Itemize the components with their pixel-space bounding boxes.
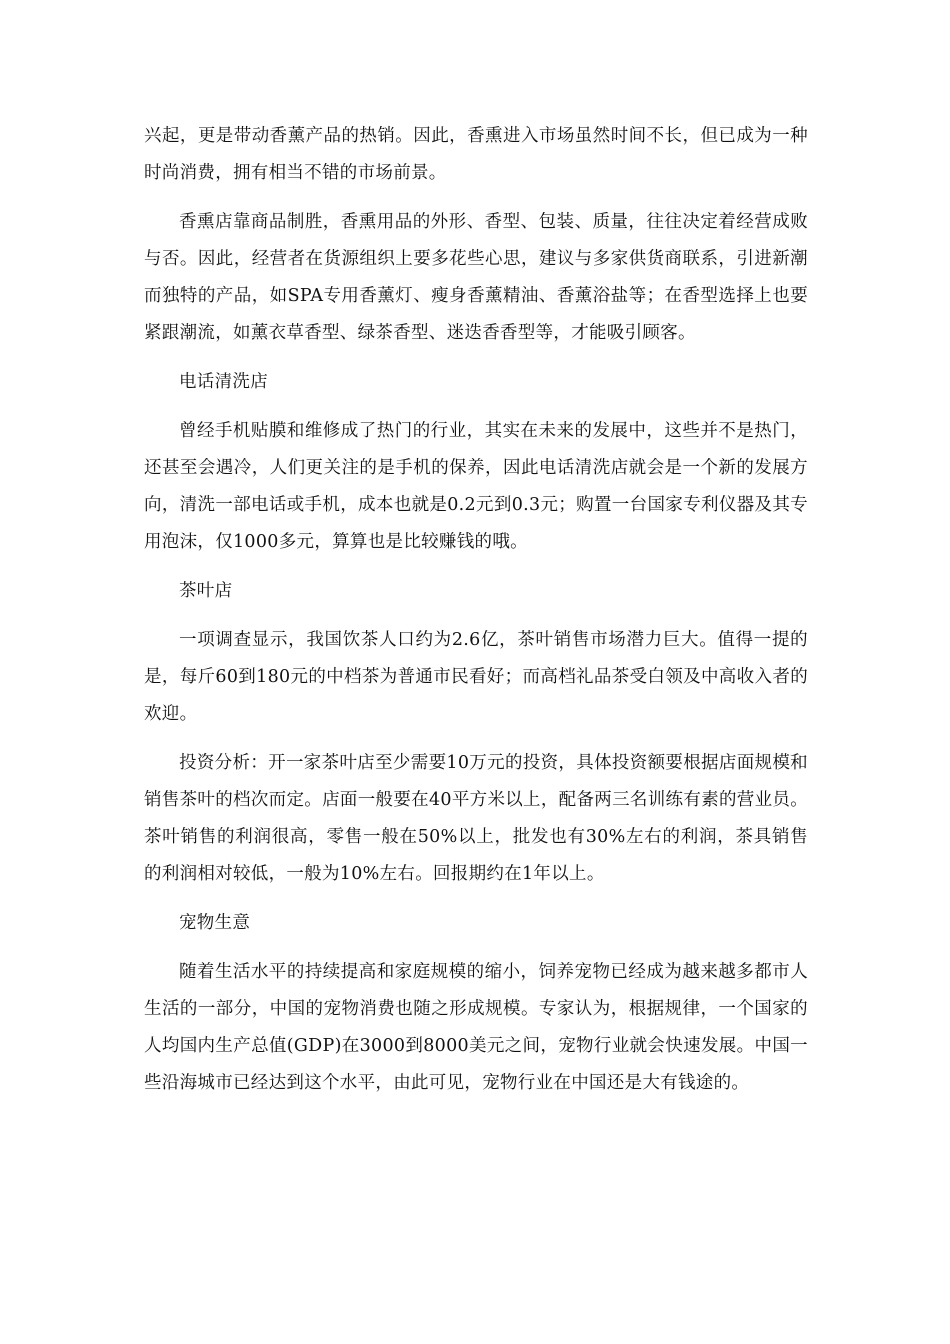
section-heading: 茶叶店: [179, 581, 233, 601]
body-paragraph: 投资分析：开一家茶叶店至少需要10万元的投资，具体投资额要根据店面规模和销售茶叶的档次而定。店面一般要在40平方米以上，配备两三名训练有素的营业员。茶叶销售的利润很高，零售一般在50%以上，批发也有30%左右的利润，茶具销售的利润相对较低，一般为10%左右。回报期约在1年以上。: [144, 753, 808, 884]
paragraph-gap: [144, 893, 808, 905]
body-paragraph: 一项调查显示，我国饮茶人口约为2.6亿，茶叶销售市场潜力巨大。值得一提的是，每斤60到180元的中档茶为普通市民看好；而高档礼品茶受白领及中高收入者的欢迎。: [144, 630, 808, 724]
paragraph-gap: [144, 352, 808, 364]
paragraph-gap: [144, 561, 808, 573]
paragraph-gap: [144, 733, 808, 745]
paragraph-gap: [144, 192, 808, 204]
paragraph-gap: [144, 942, 808, 954]
body-paragraph: 随着生活水平的持续提高和家庭规模的缩小，饲养宠物已经成为越来越多都市人生活的一部分，中国的宠物消费也随之形成规模。专家认为，根据规律，一个国家的人均国内生产总值(GDP)在3000到8000美元之间，宠物行业就会快速发展。中国一些沿海城市已经达到这个水平，由此可见，宠物行业在中国还是大有钱途的。: [144, 962, 808, 1093]
section-heading: 电话清洗店: [179, 372, 268, 392]
section-heading: 宠物生意: [179, 913, 251, 933]
body-paragraph: 香熏店靠商品制胜，香熏用品的外形、香型、包装、质量，往往决定着经营成败与否。因此，经营者在货源组织上要多花些心思，建议与多家供货商联系，引进新潮而独特的产品，如SPA专用香薰灯、瘦身香薰精油、香薰浴盐等；在香型选择上也要紧跟潮流，如薰衣草香型、绿茶香型、迷迭香香型等，才能吸引顾客。: [144, 212, 808, 343]
body-paragraph: 兴起，更是带动香薰产品的热销。因此，香熏进入市场虽然时间不长，但已成为一种时尚消费，拥有相当不错的市场前景。: [144, 126, 808, 183]
paragraph-gap: [144, 610, 808, 622]
document-page: [144, 118, 808, 1102]
paragraph-gap: [144, 401, 808, 413]
body-paragraph: 曾经手机贴膜和维修成了热门的行业，其实在未来的发展中，这些并不是热门，还甚至会遇冷，人们更关注的是手机的保养，因此电话清洗店就会是一个新的发展方向，清洗一部电话或手机，成本也就是0.2元到0.3元；购置一台国家专利仪器及其专用泡沫，仅1000多元，算算也是比较赚钱的哦。: [144, 421, 808, 552]
